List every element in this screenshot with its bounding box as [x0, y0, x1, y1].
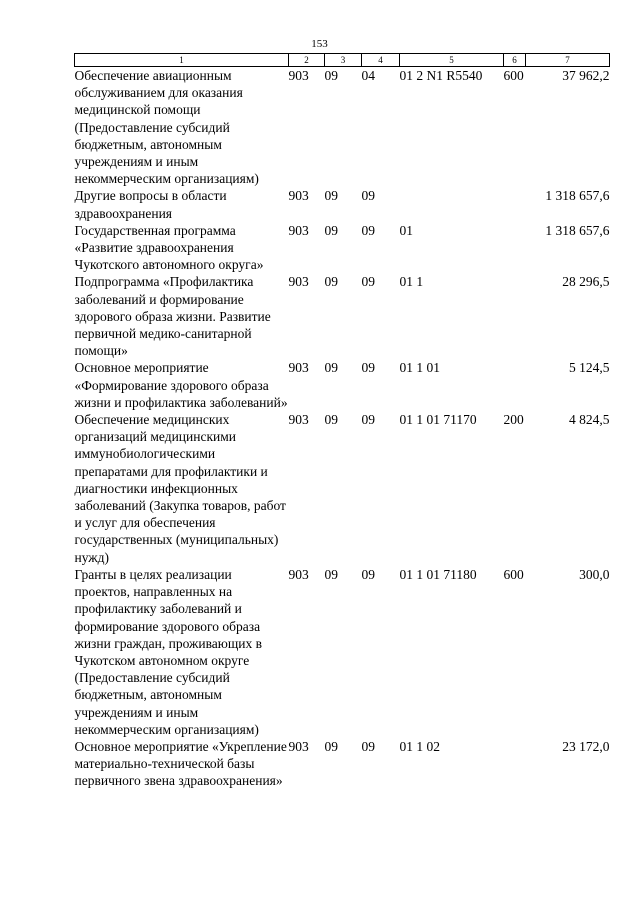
amount-cell: 1 318 657,6 — [545, 188, 610, 204]
vr-code-cell — [504, 273, 526, 359]
gr-code-cell: 903 — [288, 412, 309, 428]
column-header: 2 — [289, 54, 325, 67]
amount-cell: 37 962,2 — [562, 68, 610, 83]
table-row — [75, 411, 610, 566]
gr-code-cell: 903 — [288, 738, 309, 754]
rz-code-cell: 09 — [324, 222, 338, 238]
column-header: 1 — [75, 54, 289, 67]
column-number-header-row — [75, 54, 610, 67]
csr-code-cell — [400, 187, 504, 221]
expense-name-cell: Гранты в целях реализации проектов, направленных на профилактику заболеваний и формирование здорового образа жизни граждан, проживающих в Чукотском автономном округе (Предоставление субсидий бюджетным, автономным учреждениям и иным некоммерческим организациям) — [74, 566, 262, 737]
pr-code-cell: 09 — [361, 222, 375, 238]
vr-code-cell: 600 — [503, 68, 524, 83]
table-row — [75, 222, 610, 274]
pr-code-cell: 09 — [361, 412, 375, 428]
vr-code-cell — [504, 738, 526, 790]
amount-cell: 5 124,5 — [569, 360, 610, 376]
pr-code-cell: 09 — [361, 566, 375, 582]
gr-code-cell: 903 — [288, 566, 309, 582]
expense-name-cell: Основное мероприятие «Формирование здорового образа жизни и профилактика заболеваний» — [74, 360, 288, 410]
table-row — [75, 67, 610, 188]
vr-code-cell: 600 — [503, 566, 524, 582]
page-number: 153 — [311, 38, 328, 50]
vr-code-cell: 200 — [503, 412, 524, 428]
expense-name-cell: Другие вопросы в области здравоохранения — [74, 188, 227, 221]
gr-code-cell: 903 — [288, 68, 309, 83]
column-header: 7 — [526, 54, 610, 67]
amount-cell: 23 172,0 — [562, 738, 610, 754]
vr-code-cell — [504, 359, 526, 411]
pr-code-cell: 09 — [361, 274, 375, 290]
rz-code-cell: 09 — [324, 566, 338, 582]
pr-code-cell: 09 — [361, 188, 375, 204]
amount-cell: 4 824,5 — [569, 412, 610, 428]
table-row — [75, 738, 610, 790]
rz-code-cell: 09 — [324, 68, 338, 83]
csr-code-cell: 01 1 01 71170 — [399, 412, 477, 428]
table-row — [75, 187, 610, 221]
amount-cell: 300,0 — [579, 566, 610, 582]
rz-code-cell: 09 — [324, 360, 338, 376]
rz-code-cell: 09 — [324, 738, 338, 754]
expense-name-cell: Основное мероприятие «Укрепление материально-технической базы первичного звена здравоохранения» — [74, 738, 287, 789]
amount-cell: 28 296,5 — [562, 274, 610, 290]
gr-code-cell: 903 — [288, 274, 309, 290]
column-header: 5 — [400, 54, 504, 67]
rz-code-cell: 09 — [324, 188, 338, 204]
pr-code-cell: 04 — [361, 68, 375, 83]
budget-table — [74, 53, 610, 790]
expense-name-cell: Государственная программа «Развитие здравоохранения Чукотского автономного округа» — [74, 222, 264, 273]
column-header: 6 — [504, 54, 526, 67]
rz-code-cell: 09 — [324, 274, 338, 290]
pr-code-cell: 09 — [361, 738, 375, 754]
expense-name-cell: Подпрограмма «Профилактика заболеваний и формирование здорового образа жизни. Развитие первичной медико-санитарной помощи» — [74, 274, 271, 359]
gr-code-cell: 903 — [288, 360, 309, 376]
table-row — [75, 273, 610, 359]
pr-code-cell: 09 — [361, 360, 375, 376]
table-row — [75, 359, 610, 411]
table-row — [75, 566, 610, 738]
csr-code-cell: 01 — [399, 222, 413, 238]
column-header: 4 — [362, 54, 400, 67]
rz-code-cell: 09 — [324, 412, 338, 428]
csr-code-cell: 01 2 N1 R5540 — [399, 68, 483, 83]
expense-name-cell: Обеспечение авиационным обслуживанием для оказания медицинской помощи (Предоставление субсидий бюджетным, автономным учреждениям и иным некоммерческим организациям) — [74, 68, 259, 187]
vr-code-cell — [504, 187, 526, 221]
gr-code-cell: 903 — [288, 188, 309, 204]
vr-code-cell — [504, 222, 526, 274]
csr-code-cell: 01 1 01 71180 — [399, 566, 477, 582]
csr-code-cell: 01 1 02 — [399, 738, 440, 754]
gr-code-cell: 903 — [288, 222, 309, 238]
csr-code-cell: 01 1 — [399, 274, 424, 290]
amount-cell: 1 318 657,6 — [545, 222, 610, 238]
column-header: 3 — [325, 54, 362, 67]
expense-name-cell: Обеспечение медицинских организаций медицинскими иммунобиологическими препаратами для профилактики и диагностики инфекционных заболеваний (Закупка товаров, работ и услуг для обеспечения государственных (муниципальных) нужд) — [74, 412, 286, 565]
csr-code-cell: 01 1 01 — [399, 360, 440, 376]
